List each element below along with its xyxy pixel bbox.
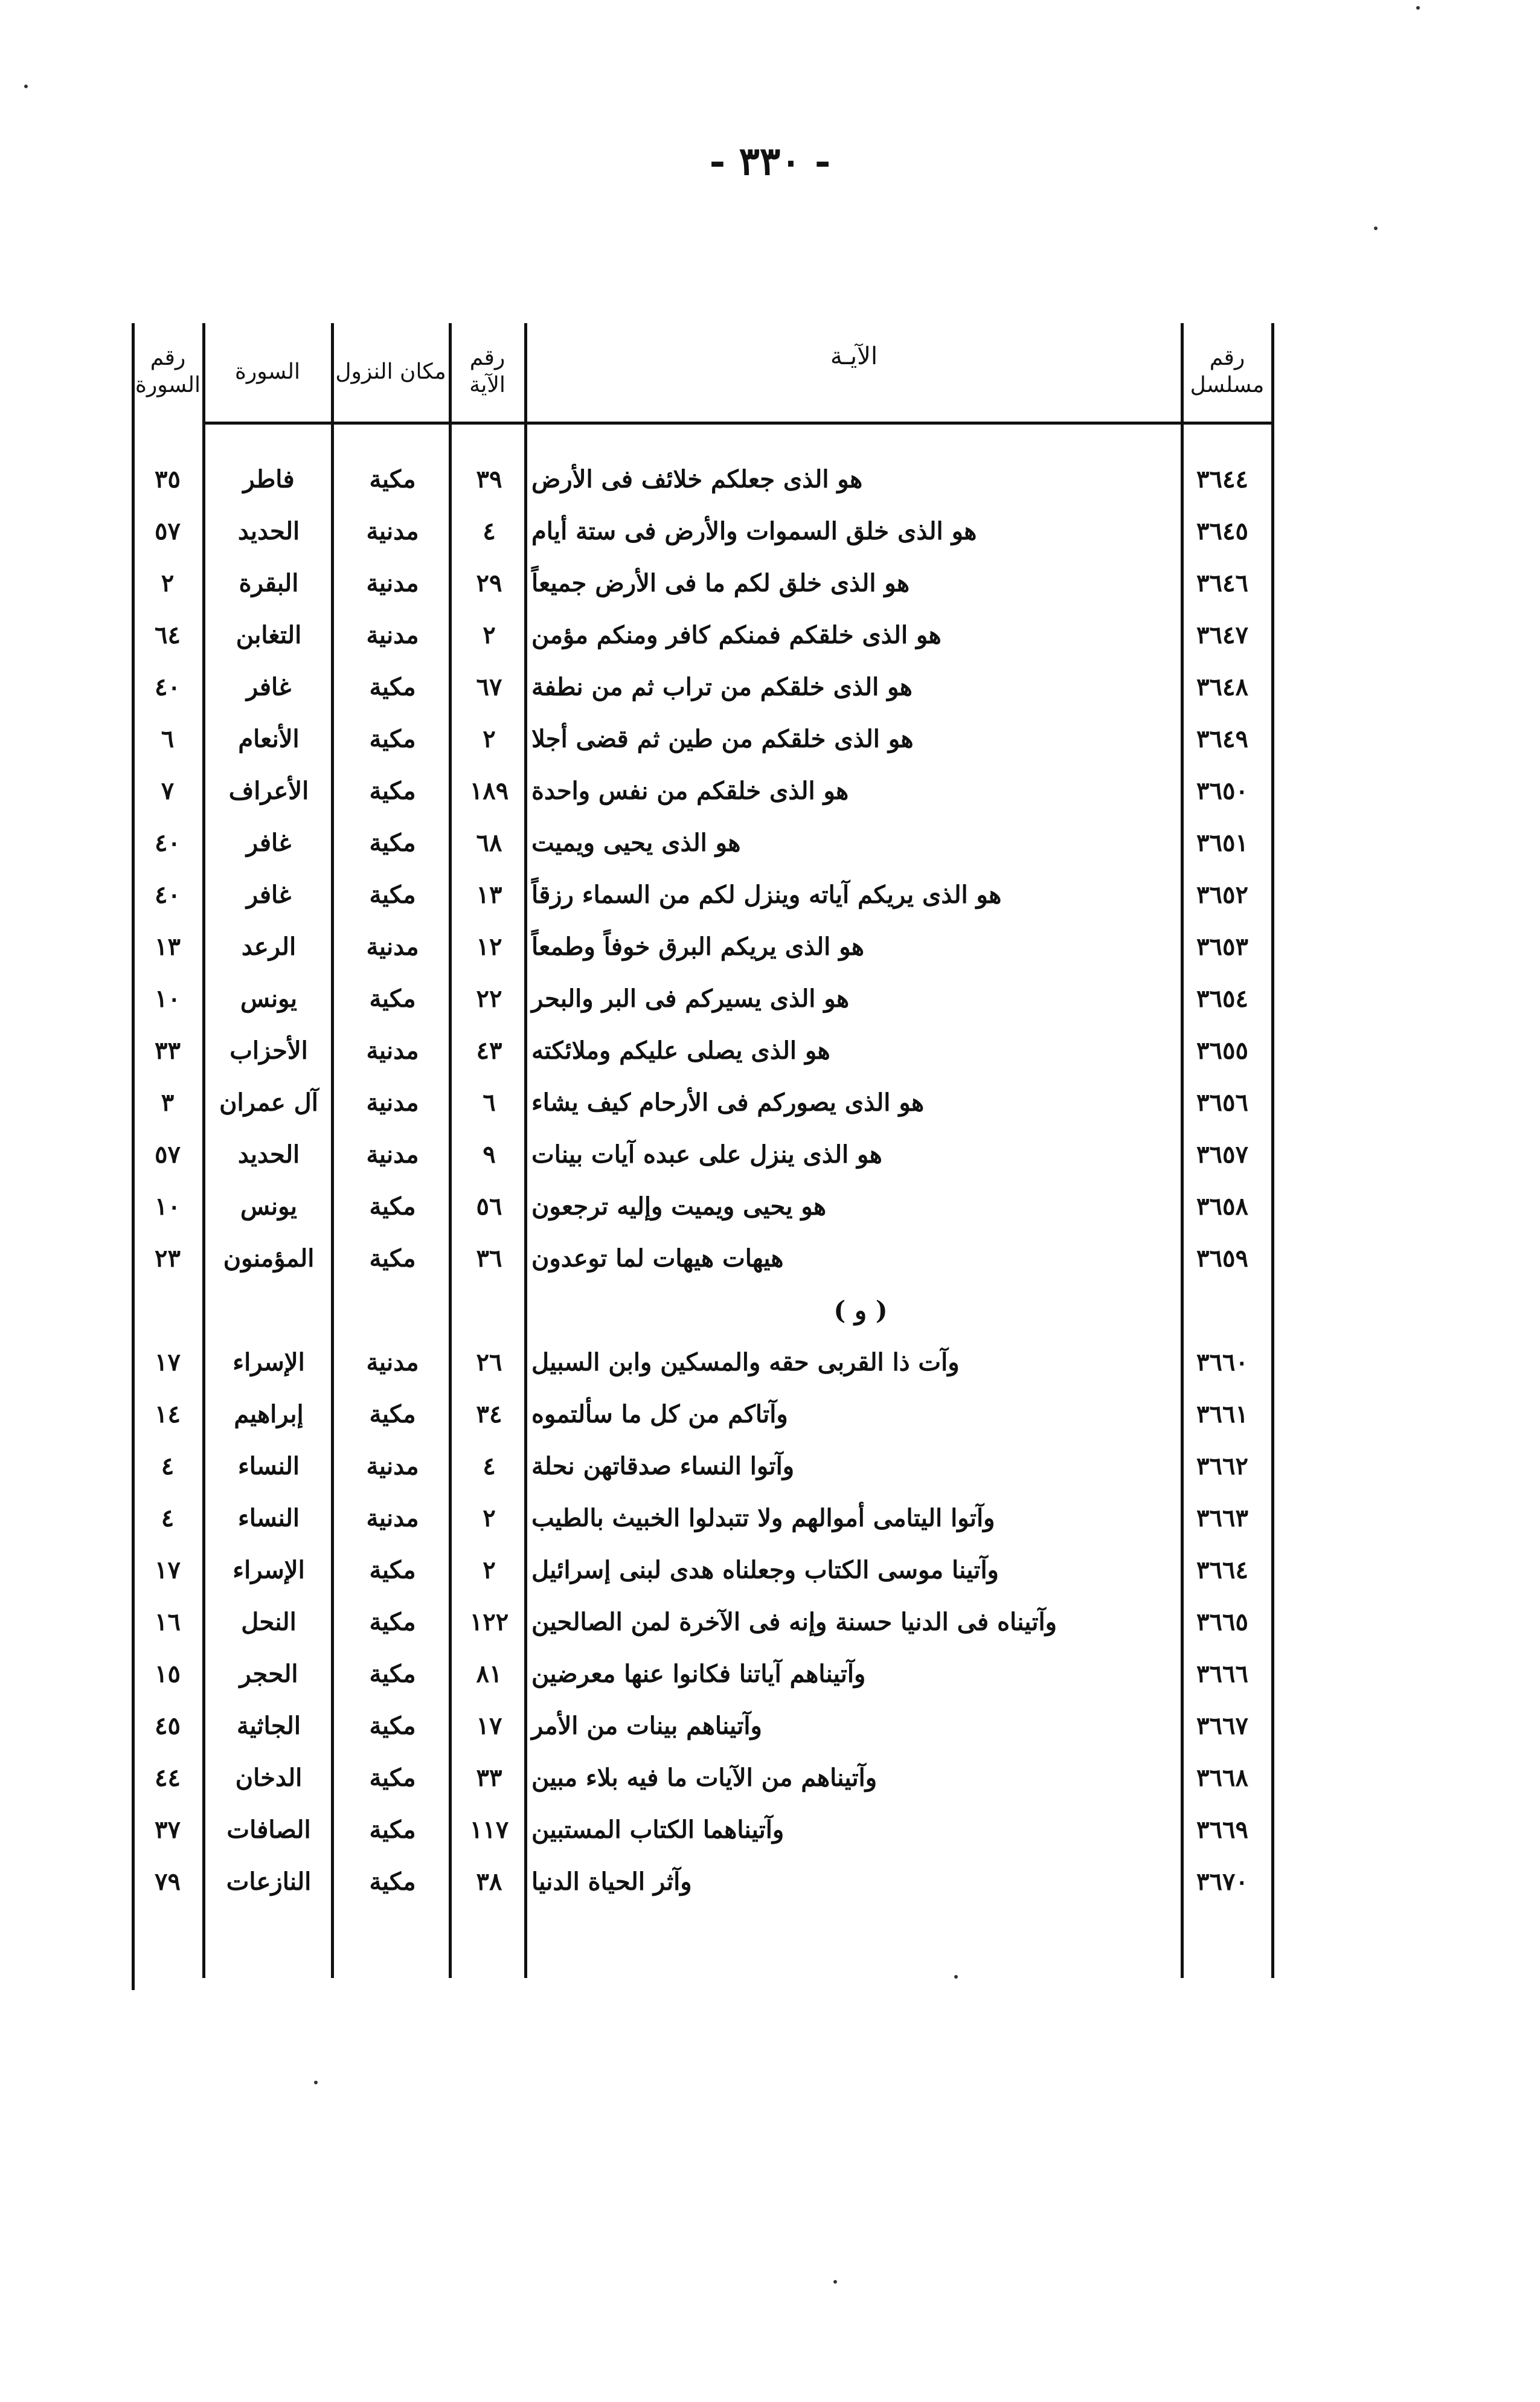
surah-name: غافر (246, 672, 292, 701)
aya-number: ٤ (483, 516, 496, 545)
table-row (0, 1855, 1540, 1907)
verse-text: هو الذى خلقكم فمنكم كافر ومنكم مؤمن (531, 620, 942, 649)
aya-number: ٦٧ (476, 672, 502, 701)
surah-number: ٤٠ (155, 880, 181, 909)
table-row (0, 1492, 1540, 1544)
surah-name: التغابن (236, 620, 302, 649)
surah-number: ٣٣ (155, 1036, 181, 1065)
revelation-place: مكية (369, 672, 416, 701)
aya-number: ٣٦ (476, 1244, 502, 1273)
scan-speck (833, 2280, 837, 2284)
verse-text: هو الذى جعلكم خلائف فى الأرض (531, 464, 863, 493)
surah-number: ٢ (161, 568, 175, 597)
surah-name: آل عمران (219, 1088, 318, 1117)
serial-number: ٣٦٥٣ (1196, 932, 1248, 961)
table-row (0, 920, 1540, 972)
table-row (0, 1180, 1540, 1232)
surah-name: الرعد (241, 932, 297, 961)
surah-name: يونس (240, 1192, 297, 1221)
aya-number: ٢٩ (476, 568, 502, 597)
header-aya-number: رقم الآية (469, 345, 505, 397)
verse-text: هو الذى يصلى عليكم وملائكته (531, 1036, 830, 1065)
serial-number: ٣٦٦٣ (1196, 1503, 1248, 1532)
surah-name: غافر (246, 828, 292, 857)
verse-text: وآتيناهما الكتاب المستبين (531, 1815, 784, 1844)
header-verse: الآيـة (830, 342, 878, 370)
table-row (0, 1336, 1540, 1388)
verse-text: وآتيناه فى الدنيا حسنة وإنه فى الآخرة لمن الصالحين (531, 1607, 1057, 1636)
serial-number: ٣٦٤٩ (1196, 724, 1248, 753)
serial-number: ٣٦٤٧ (1196, 620, 1248, 649)
table-row (0, 1232, 1540, 1284)
surah-name: البقرة (239, 568, 299, 597)
serial-number: ٣٦٤٤ (1196, 464, 1248, 493)
aya-number: ١٣ (476, 880, 502, 909)
table-row (0, 1596, 1540, 1648)
table-row (0, 453, 1540, 505)
scan-speck (954, 1975, 958, 1979)
serial-number: ٣٦٧٠ (1196, 1867, 1248, 1896)
aya-number: ٦ (483, 1088, 496, 1117)
aya-number: ٣٣ (476, 1763, 502, 1792)
table-row (0, 609, 1540, 661)
verse-text: وآتيناهم بينات من الأمر (531, 1711, 762, 1740)
verse-text: هو الذى خلقكم من تراب ثم من نطفة (531, 672, 913, 701)
table-row (0, 1648, 1540, 1700)
surah-number: ٣ (161, 1088, 175, 1117)
aya-number: ١٧ (476, 1711, 502, 1740)
surah-name: الجاثية (237, 1711, 301, 1740)
revelation-place: مكية (369, 776, 416, 805)
revelation-place: مدنية (366, 1347, 419, 1376)
table-row (0, 1024, 1540, 1076)
revelation-place: مكية (369, 828, 416, 857)
table-row (0, 1752, 1540, 1803)
surah-number: ١٥ (155, 1659, 181, 1688)
table-row (0, 505, 1540, 557)
verse-text: هو يحيى ويميت وإليه ترجعون (531, 1192, 827, 1221)
surah-number: ٤ (161, 1451, 175, 1480)
aya-number: ٢ (483, 1555, 496, 1584)
verse-text: هو الذى يريكم آياته وينزل لكم من السماء رزقاً (531, 880, 1002, 909)
verse-text: هو الذى يريكم البرق خوفاً وطمعاً (531, 932, 864, 961)
surah-number: ١٦ (155, 1607, 181, 1636)
surah-name: الحديد (237, 516, 300, 545)
verse-text: وآتوا النساء صدقاتهن نحلة (531, 1451, 795, 1480)
verse-text: وآتينا موسى الكتاب وجعلناه هدى لبنى إسرائيل (531, 1555, 999, 1584)
header-rule (202, 422, 1274, 425)
table-row (0, 1544, 1540, 1596)
surah-number: ٤ (161, 1503, 175, 1532)
revelation-place: مكية (369, 464, 416, 493)
aya-number: ١١٧ (469, 1815, 509, 1844)
surah-name: الإسراء (233, 1555, 305, 1584)
surah-name: النساء (237, 1503, 300, 1532)
verse-text: وآتوا اليتامى أموالهم ولا تتبدلوا الخبيث بالطيب (531, 1503, 995, 1532)
table-row (0, 1128, 1540, 1180)
revelation-place: مدنية (366, 1451, 419, 1480)
surah-name: إبراهيم (234, 1399, 304, 1428)
surah-name: النساء (237, 1451, 300, 1480)
surah-number: ٤٠ (155, 828, 181, 857)
surah-number: ١٠ (155, 1192, 181, 1221)
serial-number: ٣٦٦٩ (1196, 1815, 1248, 1844)
revelation-place: مدنية (366, 1036, 419, 1065)
surah-number: ١٣ (155, 932, 181, 961)
serial-number: ٣٦٦٨ (1196, 1763, 1248, 1792)
revelation-place: مكية (369, 1867, 416, 1896)
serial-number: ٣٦٦٥ (1196, 1607, 1248, 1636)
aya-number: ٤ (483, 1451, 496, 1480)
serial-number: ٣٦٥٩ (1196, 1244, 1248, 1273)
serial-number: ٣٦٤٥ (1196, 516, 1248, 545)
scan-speck (1374, 226, 1378, 230)
aya-number: ٢٦ (476, 1347, 502, 1376)
aya-number: ٢ (483, 620, 496, 649)
serial-number: ٣٦٦٠ (1196, 1347, 1248, 1376)
revelation-place: مكية (369, 1399, 416, 1428)
surah-name: الأعراف (228, 776, 309, 805)
surah-name: فاطر (243, 464, 295, 493)
surah-name: الأحزاب (229, 1036, 308, 1065)
verse-text: هو الذى يصوركم فى الأرحام كيف يشاء (531, 1088, 925, 1117)
table-row (0, 1388, 1540, 1440)
surah-name: الإسراء (233, 1347, 305, 1376)
aya-number: ٣٨ (476, 1867, 502, 1896)
scan-speck (24, 85, 28, 88)
serial-number: ٣٦٦٤ (1196, 1555, 1248, 1584)
header-surah-number: رقم السورة (135, 345, 201, 397)
aya-number: ٣٤ (476, 1399, 502, 1428)
revelation-place: مدنية (366, 516, 419, 545)
header-surah: السورة (235, 359, 300, 384)
revelation-place: مكية (369, 1555, 416, 1584)
revelation-place: مدنية (366, 1140, 419, 1169)
page-number: - ٣٣٠ - (709, 139, 831, 184)
surah-number: ٤٤ (155, 1763, 181, 1792)
revelation-place: مدنية (366, 568, 419, 597)
serial-number: ٣٦٥١ (1196, 828, 1248, 857)
table-row (0, 817, 1540, 869)
surah-name: يونس (240, 984, 297, 1013)
aya-number: ٢٢ (476, 984, 502, 1013)
table-row (0, 869, 1540, 920)
revelation-place: مكية (369, 724, 416, 753)
serial-number: ٣٦٥٨ (1196, 1192, 1248, 1221)
serial-number: ٣٦٦٢ (1196, 1451, 1248, 1480)
surah-number: ٤٠ (155, 672, 181, 701)
serial-number: ٣٦٦٦ (1196, 1659, 1248, 1688)
section-letter: ( و ) (833, 1295, 888, 1325)
revelation-place: مكية (369, 1607, 416, 1636)
surah-number: ٣٥ (155, 464, 181, 493)
aya-number: ١٢ (476, 932, 502, 961)
verse-text: هو الذى خلق لكم ما فى الأرض جميعاً (531, 568, 910, 597)
revelation-place: مكية (369, 1815, 416, 1844)
verse-text: هو الذى خلقكم من نفس واحدة (531, 776, 849, 805)
verse-text: وآتيناهم آياتنا فكانوا عنها معرضين (531, 1659, 866, 1688)
surah-number: ٢٣ (155, 1244, 181, 1273)
verse-text: وآت ذا القربى حقه والمسكين وابن السبيل (531, 1347, 960, 1376)
table-row (0, 661, 1540, 713)
revelation-place: مدنية (366, 620, 419, 649)
serial-number: ٣٦٦٧ (1196, 1711, 1248, 1740)
revelation-place: مكية (369, 1192, 416, 1221)
table-row (0, 765, 1540, 817)
serial-number: ٣٦٤٦ (1196, 568, 1248, 597)
surah-number: ١٠ (155, 984, 181, 1013)
surah-number: ١٧ (155, 1347, 181, 1376)
surah-name: غافر (246, 880, 292, 909)
surah-name: المؤمنون (223, 1244, 315, 1273)
serial-number: ٣٦٦١ (1196, 1399, 1248, 1428)
revelation-place: مكية (369, 984, 416, 1013)
serial-number: ٣٦٥٤ (1196, 984, 1248, 1013)
table-row (0, 1076, 1540, 1128)
surah-number: ٦ (161, 724, 175, 753)
surah-name: الحديد (237, 1140, 300, 1169)
surah-number: ٤٥ (155, 1711, 181, 1740)
scan-speck (314, 2081, 318, 2084)
revelation-place: مكية (369, 1659, 416, 1688)
table-row (0, 1700, 1540, 1752)
revelation-place: مدنية (366, 1088, 419, 1117)
aya-number: ٥٦ (476, 1192, 502, 1221)
aya-number: ٨١ (476, 1659, 502, 1688)
revelation-place: مكية (369, 880, 416, 909)
aya-number: ٢ (483, 1503, 496, 1532)
verse-text: هو الذى يسيركم فى البر والبحر (531, 984, 850, 1013)
header-revelation-place: مكان النزول (335, 359, 446, 384)
aya-number: ١٨٩ (469, 776, 509, 805)
table-row (0, 557, 1540, 609)
verse-text: هو الذى خلق السموات والأرض فى ستة أيام (531, 516, 977, 545)
serial-number: ٣٦٥٢ (1196, 880, 1248, 909)
surah-number: ٥٧ (155, 1140, 181, 1169)
scan-speck (1416, 6, 1420, 10)
verse-text: هيهات هيهات لما توعدون (531, 1244, 784, 1273)
verse-text: هو الذى ينزل على عبده آيات بينات (531, 1140, 882, 1169)
revelation-place: مكية (369, 1763, 416, 1792)
verse-text: وآتاكم من كل ما سألتموه (531, 1399, 788, 1428)
aya-number: ٤٣ (476, 1036, 502, 1065)
verse-text: هو الذى خلقكم من طين ثم قضى أجلا (531, 724, 914, 753)
serial-number: ٣٦٥٠ (1196, 776, 1248, 805)
surah-number: ٦٤ (155, 620, 181, 649)
aya-number: ٦٨ (476, 828, 502, 857)
section-row (0, 1284, 1540, 1336)
surah-name: الحجر (239, 1659, 298, 1688)
surah-number: ١٤ (155, 1399, 181, 1428)
surah-number: ٧٩ (155, 1867, 181, 1896)
aya-number: ٢ (483, 724, 496, 753)
surah-name: النازعات (226, 1867, 312, 1896)
aya-number: ١٢٢ (469, 1607, 509, 1636)
surah-number: ٥٧ (155, 516, 181, 545)
verse-text: وآثر الحياة الدنيا (531, 1867, 692, 1896)
revelation-place: مدنية (366, 932, 419, 961)
verse-text: وآتيناهم من الآيات ما فيه بلاء مبين (531, 1763, 877, 1792)
revelation-place: مكية (369, 1711, 416, 1740)
surah-number: ١٧ (155, 1555, 181, 1584)
serial-number: ٣٦٥٦ (1196, 1088, 1248, 1117)
table-row (0, 972, 1540, 1024)
table-row (0, 713, 1540, 765)
aya-number: ٣٩ (476, 464, 502, 493)
serial-number: ٣٦٥٥ (1196, 1036, 1248, 1065)
surah-name: الدخان (235, 1763, 303, 1792)
table-row (0, 1440, 1540, 1492)
surah-number: ٧ (161, 776, 175, 805)
surah-name: الصافات (226, 1815, 311, 1844)
serial-number: ٣٦٥٧ (1196, 1140, 1248, 1169)
verse-text: هو الذى يحيى ويميت (531, 828, 741, 857)
surah-name: الأنعام (238, 724, 300, 753)
table-row (0, 1803, 1540, 1855)
revelation-place: مكية (369, 1244, 416, 1273)
revelation-place: مدنية (366, 1503, 419, 1532)
header-serial: رقم مسلسل (1190, 345, 1265, 397)
surah-name: النحل (241, 1607, 297, 1636)
serial-number: ٣٦٤٨ (1196, 672, 1248, 701)
aya-number: ٩ (483, 1140, 496, 1169)
surah-number: ٣٧ (155, 1815, 181, 1844)
